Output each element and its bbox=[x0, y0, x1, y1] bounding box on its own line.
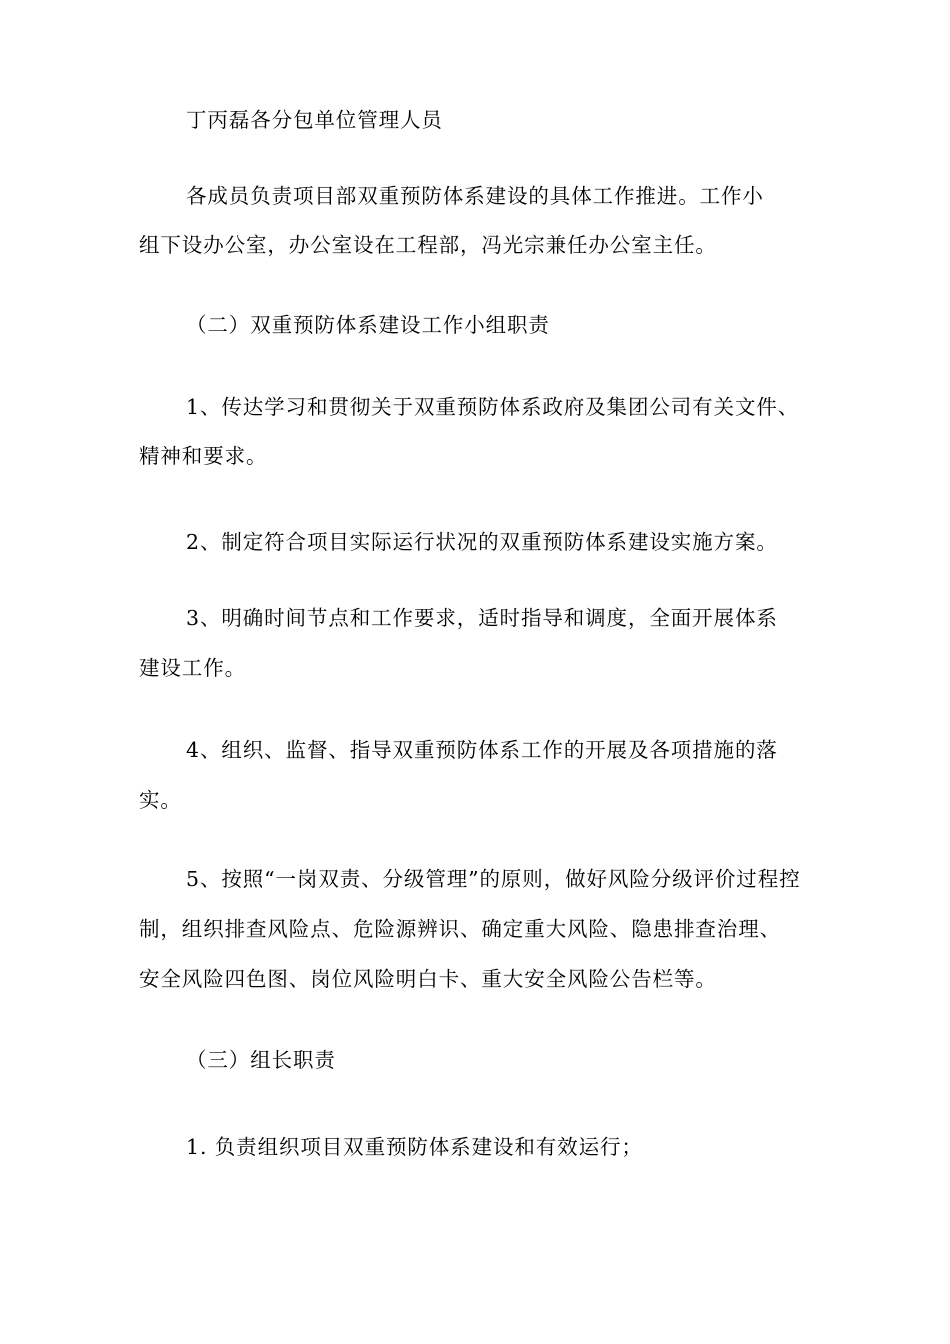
paragraph-line: 制，组织排查风险点、危险源辨识、确定重大风险、隐患排查治理、 bbox=[139, 917, 781, 941]
section-heading: （二）双重预防体系建设工作小组职责 bbox=[186, 313, 550, 337]
paragraph-line: 2、制定符合项目实际运行状况的双重预防体系建设实施方案。 bbox=[186, 530, 778, 554]
paragraph-line: 实。 bbox=[139, 788, 182, 812]
paragraph-line: 组下设办公室，办公室设在工程部，冯光宗兼任办公室主任。 bbox=[139, 233, 717, 257]
paragraph-line: 建设工作。 bbox=[139, 656, 246, 680]
paragraph-line: 5、按照“一岗双责、分级管理”的原则，做好风险分级评价过程控 bbox=[186, 867, 801, 891]
paragraph-line: 4、组织、监督、指导双重预防体系工作的开展及各项措施的落 bbox=[186, 738, 778, 762]
paragraph-line: 1、传达学习和贯彻关于双重预防体系政府及集团公司有关文件、 bbox=[186, 395, 800, 419]
paragraph-line: 1. 负责组织项目双重预防体系建设和有效运行； bbox=[186, 1135, 643, 1159]
paragraph-line: 丁丙磊各分包单位管理人员 bbox=[186, 108, 443, 132]
paragraph-line: 3、明确时间节点和工作要求，适时指导和调度，全面开展体系 bbox=[186, 606, 778, 630]
section-heading: （三）组长职责 bbox=[186, 1048, 336, 1072]
paragraph-line: 安全风险四色图、岗位风险明白卡、重大安全风险公告栏等。 bbox=[139, 967, 717, 991]
paragraph-line: 各成员负责项目部双重预防体系建设的具体工作推进。工作小 bbox=[186, 184, 764, 208]
paragraph-line: 精神和要求。 bbox=[139, 444, 268, 468]
